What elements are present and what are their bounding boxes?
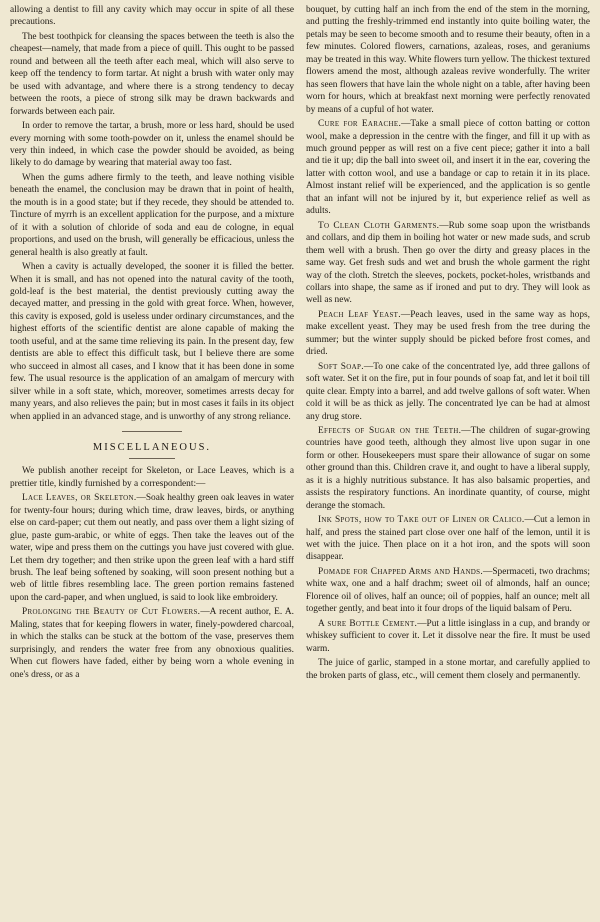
recipe-body: —Spermaceti, two drachms; white wax, one and a half drachm; sweet oil of almonds, half an ounce; Florence oil of olives, half an ounce; oil of poppies, half an ounce; melt all together gently, and beat into it four drops of the liquid balsam of Peru. (306, 566, 590, 615)
recipe-title: Prolonging the Beauty of Cut Flowers. (22, 607, 201, 618)
intro-paragraph: We publish another receipt for Skeleton, or Lace Leaves, which is a prettier title, kindly furnished by a correspondent:— (10, 466, 294, 489)
recipe-body: —To one cake of the concentrated lye, add three gallons of soft water. Set it on the fire, put in four pounds of soap fat, and let it boil till quite clear. Empty into a barrel, and add twelve gallons of soft water. When cold it will be as thick as jelly. The concentrated lye can be had at almost any drug store. (306, 361, 590, 422)
recipe-peach-leaf-yeast (306, 309, 590, 359)
right-column (306, 4, 590, 922)
recipe-soft-soap (306, 361, 590, 423)
recipe-title: Peach Leaf Yeast. (318, 309, 401, 320)
recipe-ink-spots (306, 514, 590, 564)
recipe-body: —The children of sugar-growing countries have good teeth, although they almost live upon sugar in one form or other. Housekeepers must spare their allowance of sugar on some other ground than this. Children crave it, and ought to have a liberal supply, as it is a highly nutritious substance. It has also balsamic properties, and assists the respiratory functions. An inordinate quantity, of course, might derange the stomach. (306, 425, 590, 511)
garlic-paragraph: The juice of garlic, stamped in a stone mortar, and carefully applied to the broken parts of glass, etc., will cement them closely and permanently. (306, 658, 590, 681)
recipe-title: Lace Leaves, or Skeleton. (22, 493, 137, 504)
recipe-title: Effects of Sugar on the Teeth. (318, 425, 462, 436)
recipe-body: —Put a little isinglass in a cup, and brandy or whiskey sufficient to cover it. Let it dissolve near the fire. It must be used warm. (306, 618, 590, 654)
recipe-cloth-garments (306, 220, 590, 307)
recipe-title: Ink Spots, how to Take out of Linen or Calico. (318, 515, 525, 526)
section-divider (122, 431, 182, 432)
recipe-earache (306, 118, 590, 218)
dentistry-paragraph: In order to remove the tartar, a brush, more or less hard, should be used every morning with some tooth-powder on it, unless the enamel should be very thin indeed, in which case the powder should be avoided, as being likely to do damage by wearing that material away too fast. (10, 121, 294, 169)
dentistry-paragraph: allowing a dentist to fill any cavity which may occur in spite of all these precautions. (10, 5, 294, 28)
recipe-cut-flowers-continued: bouquet, by cutting half an inch from the end of the stem in the morning, and putting the freshly-trimmed end instantly into quite boiling water, the petals may be seen to become smooth and to resume their beauty, often in a few minutes. Colored flowers, carnations, azaleas, roses, and geraniums may be treated in this way. White flowers turn yellow. The thickest textured flowers amend the most, although azaleas revive wonderfully. The writer has seen flowers that have lain the whole night on a table, after having been worn for hours, which at breakfast next morning were perfectly renovated by means of a cupful of hot water. (306, 5, 590, 115)
recipe-body: —Peach leaves, used in the same way as hops, make excellent yeast. They may be used fresh from the tree during the summer; but the winter supply should be picked before frost comes, and dried. (306, 309, 590, 358)
recipe-lace-leaves (10, 492, 294, 604)
recipe-title: To Clean Cloth Garments. (318, 220, 440, 231)
recipe-sugar-teeth (306, 425, 590, 512)
recipe-body: —Soak healthy green oak leaves in water for twenty-four hours; during which time, draw leaves, birds, or anything else on card-paper; cut them out neatly, and pass over them a light sizing of glue, paste gum-arabic, or white of eggs. Then take the leaves out of the water, wipe and press them on the cuttings you have just covered with glue. Let them dry together; and then strike upon the green leaf with a hard stiff brush. The leaf being softened by soaking, will soon present nothing but a web of little fibres resembling lace. The green portion remains fastened upon the card-paper, and when unglued, is said to look like embroidery. (10, 493, 295, 603)
recipe-title: A sure Bottle Cement. (318, 618, 418, 629)
recipe-cut-flowers (10, 606, 294, 681)
left-column (10, 4, 294, 922)
dentistry-paragraph: When a cavity is actually developed, the sooner it is filled the better. When it is small, and has not opened into the natural cavity of the tooth, gold-leaf is the best material, the dentist previously cutting away the decayed matter, and pressing in the gold with great force. When, however, this cavity is exposed, gold is useless under ordinary circumstances, and the highest efforts of the scientific dentist are alone capable of making the tooth useful, and at the same time relieving its pain. In the present day, few dentists are able to effect this difficult task, but I believe there are some who succeed in almost all cases, and I know that it has been done in some few. The usual resource is the application of an amalgam of mercury with silver while in a soft state, which, moreover, sometimes arrests decay for many years, and also relieves the pain; but in most cases it fails in its object when applied in an advanced stage, and is unworthy of any strong reliance. (10, 262, 294, 422)
recipe-bottle-cement (306, 618, 590, 655)
recipe-title: Pomade for Chapped Arms and Hands. (318, 566, 483, 577)
recipe-body: —A recent author, E. A. Maling, states that for keeping flowers in water, finely-powdered charcoal, in which the stalks can be stuck at the bottom of the vase, preserves them surprisingly, and renders the water free from any obnoxious qualities. When cut flowers have faded, either by being worn a whole evening in one's dress, or as a (10, 607, 294, 680)
recipe-body: —Cut a lemon in half, and press the stained part close over one half of the lemon, until it is wet with the juice. Then place on it a hot iron, and the spots will soon disappear. (306, 515, 591, 563)
recipe-body: —Rub some soap upon the wristbands and collars, and dip them in boiling hot water or new made suds, and scrub them well with a brush. Then go over the dirty and greasy places in the same way. Get fresh suds and wet and brush the whole garment the right way of the cloth. Stretch the sleeves, pockets, pocket-holes, wristbands and collars into shape, the same as if ironed and put to dry. They will look as well as new. (306, 220, 590, 306)
recipe-pomade (306, 566, 590, 616)
recipe-title: Cure for Earache. (318, 119, 402, 130)
section-divider (129, 458, 175, 459)
recipe-title: Soft Soap. (318, 361, 364, 372)
section-heading: MISCELLANEOUS. (92, 441, 212, 453)
dentistry-paragraph: When the gums adhere firmly to the teeth, and leave nothing visible beneath the enamel, the conclusion may be drawn that in point of health, the mouth is in a good state; but if they recede, they should be attended to. Tincture of myrrh is an excellent application for the purpose, and a mixture of it with a solution of chloride of soda and eau de cologne, in equal proportions, and used on the brush, will generally be efficacious, unless the general health is also greatly at fault. (10, 172, 294, 258)
recipe-body: —Take a small piece of cotton batting or cotton wool, make a depression in the centre with the finger, and fill it up with as much ground pepper as will rest on a five cent piece; gather it into a ball and tie it up; dip the ball into sweet oil, and insert it in the ear, covering the latter with cotton wool, and use a bandage or cap to retain it in its place. Almost instant relief will be experienced, and the application is so gentle that an infant will not be injured by it, but experience relief as well as adults. (306, 119, 590, 217)
dentistry-paragraph: The best toothpick for cleansing the spaces between the teeth is also the cheapest—namely, that made from a piece of quill. This ought to be passed round and between all the teeth after each meal, which will also serve to keep off the tendency to form tartar. At night a brush with water only may be used with advantage, and where there is a strong tendency to decay between the roots, a piece of strong silk may be drawn backwards and forwards between each pair. (10, 31, 294, 117)
